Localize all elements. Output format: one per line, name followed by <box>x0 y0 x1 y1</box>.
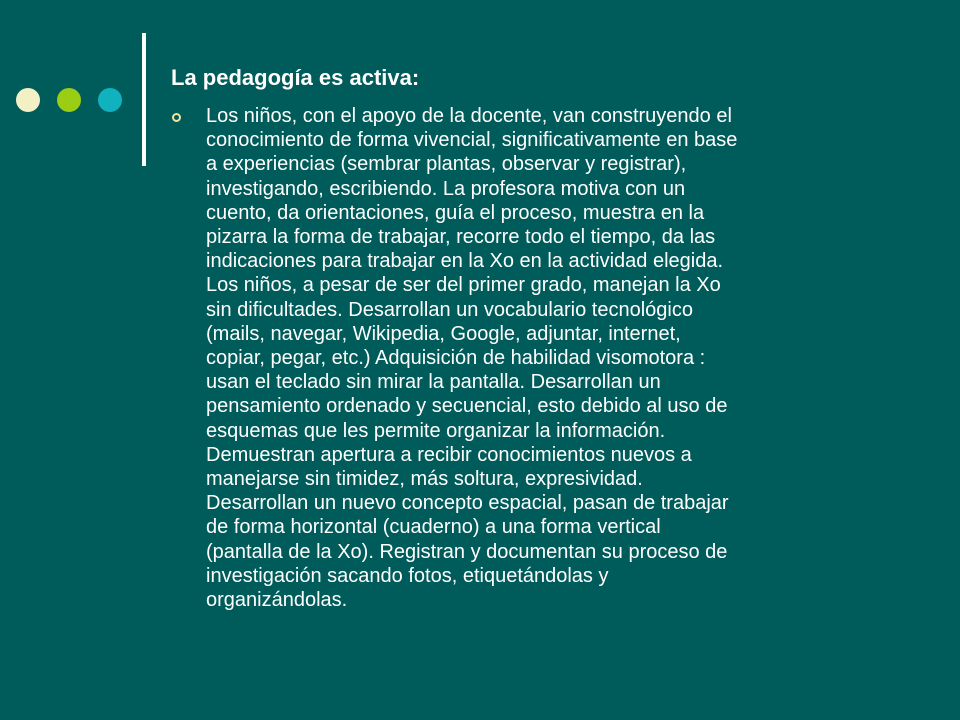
decor-dot-cream <box>16 88 40 112</box>
decor-dot-teal <box>98 88 122 112</box>
hollow-circle-bullet-icon <box>172 113 181 122</box>
decor-dot-green <box>57 88 81 112</box>
slide-title: La pedagogía es activa: <box>171 65 420 90</box>
bullet-text: Los niños, con el apoyo de la docente, van construyendo el conocimiento de forma vivencial, significativamente en base a experiencias (sembrar plantas, observar y registrar), investigando, escribiendo. La profesora motiva con un cuento, da orientaciones, guía el proceso, muestra en la pizarra la forma de trabajar, recorre todo el tiempo, da las indicaciones para trabajar en la Xo en la actividad elegida. Los niños, a pesar de ser del primer grado, manejan la Xo sin dificultades. Desarrollan un vocabulario tecnológico (mails, navegar, Wikipedia, Google, adjuntar, internet, copiar, pegar, etc.) Adquisición de habilidad visomotora : usan el teclado sin mirar la pantalla. Desarrollan un pensamiento ordenado y secuencial, esto debido al uso de esquemas que les permite organizar la información. Demuestran apertura a recibir conocimientos nuevos a manejarse sin timidez, más soltura, expresividad. Desarrollan un nuevo concepto espacial, pasan de trabajar de forma horizontal (cuaderno) a una forma vertical (pantalla de la Xo). Registran y documentan su proceso de investigación sacando fotos, etiquetándolas y organizándolas. <box>206 105 738 612</box>
bullet-item <box>171 104 891 612</box>
title-divider-line <box>142 33 146 166</box>
